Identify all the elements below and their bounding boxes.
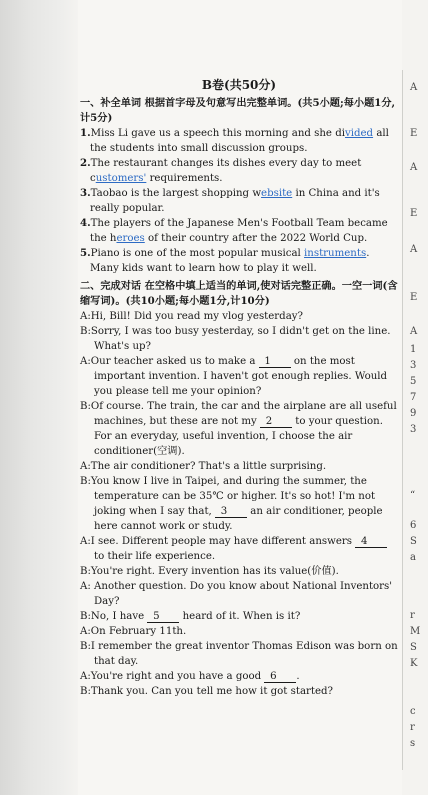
- line-text-before: A:Our teacher asked us to make a: [80, 356, 259, 367]
- line-text-before: A:Hi, Bill! Did you read my vlog yesterday?: [80, 311, 303, 322]
- column-divider: [402, 70, 403, 770]
- margin-fragment: 3: [410, 360, 417, 371]
- line-text-after: on the most important invention. I haven't got enough replies. Would you please tell me your opinion?: [94, 356, 388, 397]
- item-number: 2.: [80, 157, 91, 169]
- dialogue-line: [80, 579, 398, 609]
- handwritten-answer: ebsite: [261, 188, 293, 199]
- line-text-before: A:The air conditioner? That's a little surprising.: [80, 461, 327, 472]
- section1-header-text: 一、补全单词 根据首字母及句意写出完整单词。(共5小题;每小题1分,计5分): [80, 97, 396, 124]
- item-text-after: . Many kids want to learn how to play it well.: [90, 248, 370, 274]
- item-number: 5.: [80, 247, 91, 259]
- dialogue-line: [80, 624, 398, 639]
- vocab-item: [80, 246, 398, 276]
- line-text-after: to their life experience.: [94, 551, 216, 562]
- line-text-before: A:On February 11th.: [80, 626, 187, 637]
- dialogue-line: [80, 684, 398, 699]
- section2-header-text: 二、完成对话 在空格中填上适当的单词,使对话完整正确。一空一词(含缩写词)。(共10小题;每小题1分,计10分): [80, 280, 398, 307]
- line-text-before: B:No, I have: [80, 611, 148, 622]
- item-text-before: Miss Li gave us a speech this morning and she di: [90, 128, 345, 139]
- book-spine-shadow: [0, 0, 78, 795]
- answer-blank[interactable]: 5: [147, 611, 179, 623]
- line-text-before: A: Another question. Do you know about National Inventors' Day?: [80, 581, 393, 607]
- margin-fragment: S: [410, 642, 417, 653]
- item-text-before: The players of the Japanese Men's Football Team became the h: [90, 218, 388, 244]
- dialogue-line: [80, 354, 398, 399]
- item-text-after: of their country after the 2022 World Cup.: [144, 233, 368, 244]
- vocab-item: [80, 186, 398, 216]
- margin-fragment: E: [410, 128, 418, 139]
- handwritten-answer: eroes: [116, 233, 145, 244]
- item-text-after: in China and it's really popular.: [90, 188, 380, 214]
- vocab-item: [80, 126, 398, 156]
- margin-fragment: E: [410, 208, 418, 219]
- margin-fragment: K: [410, 658, 418, 669]
- margin-fragment: s: [410, 738, 416, 749]
- margin-fragment: 5: [410, 376, 417, 387]
- line-text-before: B:Thank you. Can you tell me how it got started?: [80, 686, 334, 697]
- margin-fragment: A: [410, 82, 418, 93]
- item-text-before: Taobao is the largest shopping w: [90, 188, 262, 199]
- margin-fragment: 1: [410, 344, 417, 355]
- item-number: 3.: [80, 187, 91, 199]
- answer-blank[interactable]: 6: [264, 671, 296, 683]
- line-text-after: .: [296, 671, 300, 682]
- line-text-before: A:You're right and you have a good: [80, 671, 265, 682]
- dialogue-line: [80, 459, 398, 474]
- dialogue-line: [80, 609, 398, 624]
- line-text-after: an air conditioner, people here cannot work or study.: [94, 506, 383, 532]
- dialogue-line: [80, 399, 398, 459]
- answer-blank[interactable]: 4: [355, 536, 387, 548]
- answer-blank[interactable]: 3: [215, 506, 247, 518]
- line-text-before: B:I remember the great inventor Thomas Edison was born on that day.: [80, 641, 398, 667]
- margin-fragment: A: [410, 162, 418, 173]
- margin-fragment: 7: [410, 392, 417, 403]
- item-number: 4.: [80, 217, 91, 229]
- margin-fragment: r: [410, 610, 415, 621]
- margin-fragment: “: [410, 490, 416, 501]
- dialogue-line: [80, 639, 398, 669]
- item-text-before: The restaurant changes its dishes every day to meet c: [90, 158, 362, 184]
- margin-fragment: a: [410, 552, 416, 563]
- handwritten-answer: ustomers': [95, 173, 147, 184]
- margin-fragment: 9: [410, 408, 417, 419]
- dialogue-line: [80, 324, 398, 354]
- vocab-item: [80, 216, 398, 246]
- answer-blank[interactable]: 2: [260, 416, 292, 428]
- line-text-after: heard of it. When is it?: [179, 611, 301, 622]
- margin-fragment: c: [410, 706, 416, 717]
- page-title: B卷(共50分): [201, 78, 277, 92]
- margin-fragment: A: [410, 326, 418, 337]
- margin-fragment: 3: [410, 424, 417, 435]
- section1-header: [80, 96, 398, 126]
- handwritten-answer: instruments: [304, 248, 367, 259]
- dialogue: [80, 309, 398, 699]
- item-text-before: Piano is one of the most popular musical: [90, 248, 305, 259]
- line-text-before: B:You're right. Every invention has its value(价值).: [80, 566, 339, 577]
- margin-fragment: A: [410, 244, 418, 255]
- dialogue-line: [80, 309, 398, 324]
- line-text-before: B:Sorry, I was too busy yesterday, so I didn't get on the line. What's up?: [80, 326, 391, 352]
- vocab-item: [80, 156, 398, 186]
- margin-fragment: M: [410, 626, 421, 637]
- section1-items: [80, 126, 398, 276]
- item-number: 1.: [80, 127, 91, 139]
- margin-fragment: r: [410, 722, 415, 733]
- handwritten-answer: vided: [344, 128, 374, 139]
- dialogue-line: [80, 474, 398, 534]
- answer-blank[interactable]: 1: [259, 356, 291, 368]
- item-text-after: requirements.: [146, 173, 223, 184]
- line-text-before: B:You know I live in Taipei, and during the summer, the temperature can be 35℃ or higher. It's so hot! I'm not joking when I say that,: [80, 476, 376, 517]
- item-text-after: all the students into small discussion groups.: [90, 128, 389, 154]
- line-text-before: A:I see. Different people may have different answers: [80, 536, 356, 547]
- margin-fragment: E: [410, 292, 418, 303]
- line-text-after: to your question. For an everyday, useful invention, I choose the air conditioner(空调).: [94, 416, 383, 457]
- dialogue-line: [80, 564, 398, 579]
- worksheet-content: [80, 78, 398, 699]
- line-text-before: B:Of course. The train, the car and the airplane are all useful machines, but these are not my: [80, 401, 397, 427]
- dialogue-line: [80, 534, 398, 564]
- margin-fragment: S: [410, 536, 417, 547]
- dialogue-line: [80, 669, 398, 684]
- margin-fragment: 6: [410, 520, 417, 531]
- section2-header: [80, 279, 398, 309]
